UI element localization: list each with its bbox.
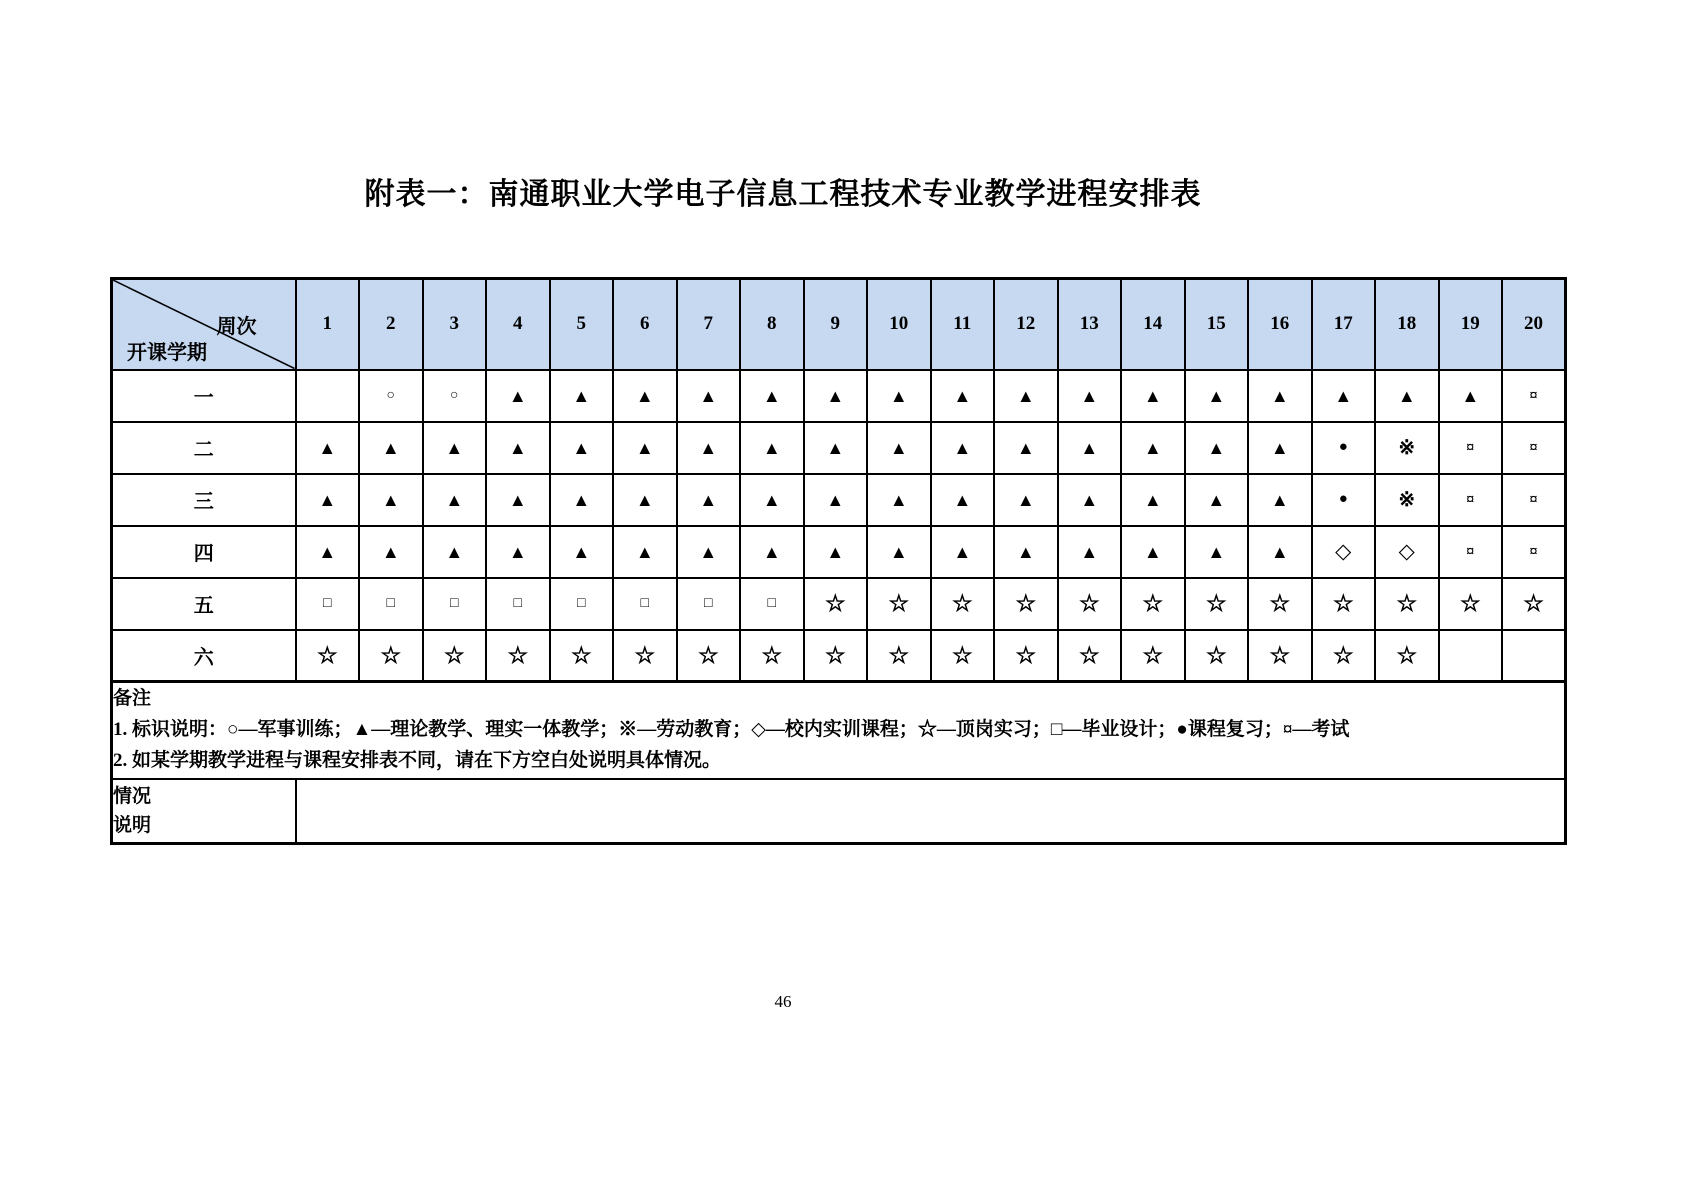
schedule-symbol-cell: ▲	[296, 422, 360, 474]
schedule-symbol-cell: ☆	[677, 630, 741, 682]
schedule-symbol-cell: ☆	[486, 630, 550, 682]
situation-label-line2: 说明	[113, 814, 152, 836]
schedule-symbol-cell: ▲	[296, 526, 360, 578]
schedule-empty-cell	[1439, 630, 1503, 682]
situation-label-line1: 情况	[113, 785, 152, 807]
week-col-header-20: 20	[1502, 279, 1566, 370]
schedule-symbol-cell: ▲	[677, 474, 741, 526]
week-col-header-14: 14	[1121, 279, 1185, 370]
schedule-symbol-cell: ▲	[1121, 526, 1185, 578]
schedule-symbol-cell: ▲	[550, 370, 614, 422]
schedule-symbol-cell: ▲	[359, 422, 423, 474]
schedule-symbol-cell: ●	[1312, 474, 1376, 526]
schedule-symbol-cell: ○	[423, 370, 487, 422]
notes-row	[112, 682, 1566, 779]
schedule-symbol-cell: ▲	[994, 526, 1058, 578]
schedule-symbol-cell: ▲	[804, 422, 868, 474]
schedule-symbol-cell: ¤	[1502, 474, 1566, 526]
schedule-empty-cell	[1502, 630, 1566, 682]
week-col-header-12: 12	[994, 279, 1058, 370]
schedule-symbol-cell: ☆	[1248, 578, 1312, 630]
week-col-header-7: 7	[677, 279, 741, 370]
schedule-symbol-cell: ▲	[550, 422, 614, 474]
week-col-header-5: 5	[550, 279, 614, 370]
schedule-symbol-cell: □	[740, 578, 804, 630]
schedule-symbol-cell: ▲	[1185, 370, 1249, 422]
schedule-symbol-cell: □	[677, 578, 741, 630]
teaching-schedule-table	[110, 277, 1567, 845]
schedule-symbol-cell: □	[486, 578, 550, 630]
schedule-symbol-cell: ▲	[931, 474, 995, 526]
schedule-symbol-cell: ☆	[1185, 630, 1249, 682]
week-col-header-10: 10	[867, 279, 931, 370]
schedule-symbol-cell: ▲	[1121, 422, 1185, 474]
schedule-symbol-cell: ▲	[423, 422, 487, 474]
schedule-symbol-cell: ☆	[1121, 578, 1185, 630]
schedule-symbol-cell: ▲	[867, 370, 931, 422]
schedule-symbol-cell: ▲	[359, 474, 423, 526]
semester-label: 三	[112, 474, 296, 526]
page-title: 附表一：南通职业大学电子信息工程技术专业教学进程安排表	[364, 178, 1202, 211]
schedule-symbol-cell: ▲	[1185, 422, 1249, 474]
schedule-symbol-cell: ▲	[994, 474, 1058, 526]
schedule-symbol-cell: ☆	[296, 630, 360, 682]
schedule-symbol-cell: ☆	[1375, 630, 1439, 682]
schedule-symbol-cell: ▲	[1248, 474, 1312, 526]
semester-row-5	[112, 578, 1566, 630]
week-col-header-18: 18	[1375, 279, 1439, 370]
schedule-symbol-cell: ▲	[867, 526, 931, 578]
semester-row-2	[112, 422, 1566, 474]
schedule-symbol-cell: □	[296, 578, 360, 630]
schedule-symbol-cell: ▲	[550, 526, 614, 578]
schedule-symbol-cell: ¤	[1439, 474, 1503, 526]
schedule-symbol-cell: ▲	[423, 474, 487, 526]
situation-label-cell	[112, 779, 296, 844]
schedule-symbol-cell: ☆	[1312, 578, 1376, 630]
schedule-symbol-cell: ▲	[1121, 474, 1185, 526]
schedule-symbol-cell: ▲	[486, 526, 550, 578]
schedule-symbol-cell: ¤	[1439, 526, 1503, 578]
schedule-symbol-cell: ▲	[613, 474, 677, 526]
schedule-symbol-cell: ☆	[423, 630, 487, 682]
schedule-symbol-cell: ☆	[740, 630, 804, 682]
semester-row-3	[112, 474, 1566, 526]
schedule-symbol-cell: ○	[359, 370, 423, 422]
schedule-symbol-cell: ☆	[550, 630, 614, 682]
schedule-symbol-cell: ▲	[1375, 370, 1439, 422]
semester-row-1	[112, 370, 1566, 422]
corner-week-label: 周次	[216, 316, 257, 338]
schedule-symbol-cell: ☆	[1439, 578, 1503, 630]
schedule-symbol-cell: ☆	[994, 578, 1058, 630]
schedule-symbol-cell: ▲	[1058, 370, 1122, 422]
semester-row-4	[112, 526, 1566, 578]
schedule-symbol-cell: ☆	[1058, 630, 1122, 682]
schedule-symbol-cell: □	[359, 578, 423, 630]
schedule-symbol-cell: ¤	[1502, 370, 1566, 422]
schedule-symbol-cell: ▲	[931, 422, 995, 474]
schedule-symbol-cell: ▲	[804, 370, 868, 422]
semester-label: 六	[112, 630, 296, 682]
schedule-empty-cell	[296, 370, 360, 422]
schedule-symbol-cell: ▲	[613, 370, 677, 422]
schedule-symbol-cell: ▲	[296, 474, 360, 526]
schedule-symbol-cell: ▲	[804, 526, 868, 578]
semester-label: 二	[112, 422, 296, 474]
schedule-symbol-cell: ▲	[804, 474, 868, 526]
schedule-symbol-cell: ▲	[486, 370, 550, 422]
schedule-symbol-cell: ▲	[1248, 422, 1312, 474]
week-col-header-8: 8	[740, 279, 804, 370]
schedule-symbol-cell: ☆	[1058, 578, 1122, 630]
schedule-symbol-cell: ▲	[359, 526, 423, 578]
schedule-symbol-cell: ☆	[804, 578, 868, 630]
schedule-symbol-cell: ▲	[1058, 422, 1122, 474]
schedule-symbol-cell: ☆	[1248, 630, 1312, 682]
page-number: 46	[774, 992, 792, 1011]
schedule-symbol-cell: ▲	[1185, 474, 1249, 526]
schedule-symbol-cell: ▲	[740, 526, 804, 578]
schedule-symbol-cell: ▲	[994, 422, 1058, 474]
schedule-symbol-cell: ◇	[1312, 526, 1376, 578]
schedule-symbol-cell: ¤	[1439, 422, 1503, 474]
week-col-header-19: 19	[1439, 279, 1503, 370]
schedule-symbol-cell: ☆	[867, 578, 931, 630]
schedule-symbol-cell: ▲	[423, 526, 487, 578]
schedule-symbol-cell: ▲	[613, 526, 677, 578]
schedule-symbol-cell: □	[613, 578, 677, 630]
schedule-symbol-cell: ▲	[1439, 370, 1503, 422]
corner-semester-label: 开课学期	[127, 341, 207, 364]
schedule-symbol-cell: ▲	[1058, 474, 1122, 526]
schedule-symbol-cell: ☆	[1375, 578, 1439, 630]
schedule-symbol-cell: ▲	[486, 474, 550, 526]
schedule-symbol-cell: ▲	[867, 422, 931, 474]
schedule-symbol-cell: ▲	[677, 526, 741, 578]
schedule-symbol-cell: ▲	[867, 474, 931, 526]
schedule-symbol-cell: ▲	[677, 422, 741, 474]
week-col-header-2: 2	[359, 279, 423, 370]
schedule-symbol-cell: ☆	[359, 630, 423, 682]
schedule-symbol-cell: ※	[1375, 474, 1439, 526]
schedule-symbol-cell: ▲	[740, 422, 804, 474]
notes-heading: 备注	[113, 688, 152, 709]
schedule-symbol-cell: ●	[1312, 422, 1376, 474]
schedule-symbol-cell: ☆	[1121, 630, 1185, 682]
notes-line-2: 2. 如某学期教学进程与课程安排表不同，请在下方空白处说明具体情况。	[113, 750, 722, 771]
schedule-symbol-cell: ▲	[1058, 526, 1122, 578]
corner-cell	[112, 279, 296, 370]
schedule-symbol-cell: ¤	[1502, 526, 1566, 578]
schedule-symbol-cell: ▲	[486, 422, 550, 474]
schedule-symbol-cell: ☆	[931, 630, 995, 682]
schedule-symbol-cell: ☆	[1312, 630, 1376, 682]
notes-cell	[112, 682, 1566, 779]
schedule-symbol-cell: ◇	[1375, 526, 1439, 578]
schedule-symbol-cell: ▲	[1185, 526, 1249, 578]
schedule-symbol-cell: ▲	[1248, 370, 1312, 422]
schedule-symbol-cell: ▲	[677, 370, 741, 422]
week-col-header-6: 6	[613, 279, 677, 370]
week-col-header-3: 3	[423, 279, 487, 370]
notes-line-1: 1. 标识说明：○—军事训练；▲—理论教学、理实一体教学；※—劳动教育；◇—校内实训课程；☆—顶岗实习；□—毕业设计；●课程复习；¤—考试	[113, 719, 1350, 740]
schedule-symbol-cell: □	[423, 578, 487, 630]
schedule-symbol-cell: ▲	[931, 526, 995, 578]
schedule-symbol-cell: ▲	[740, 370, 804, 422]
week-col-header-17: 17	[1312, 279, 1376, 370]
situation-blank-cell	[296, 779, 1566, 844]
schedule-symbol-cell: ▲	[931, 370, 995, 422]
schedule-symbol-cell: ▲	[550, 474, 614, 526]
week-col-header-9: 9	[804, 279, 868, 370]
week-col-header-11: 11	[931, 279, 995, 370]
schedule-symbol-cell: ▲	[613, 422, 677, 474]
schedule-symbol-cell: ※	[1375, 422, 1439, 474]
schedule-symbol-cell: ☆	[613, 630, 677, 682]
schedule-symbol-cell: ▲	[1312, 370, 1376, 422]
schedule-symbol-cell: ▲	[1121, 370, 1185, 422]
week-col-header-4: 4	[486, 279, 550, 370]
semester-row-6	[112, 630, 1566, 682]
schedule-symbol-cell: ▲	[740, 474, 804, 526]
semester-label: 一	[112, 370, 296, 422]
schedule-symbol-cell: ☆	[994, 630, 1058, 682]
semester-label: 五	[112, 578, 296, 630]
schedule-symbol-cell: ☆	[1502, 578, 1566, 630]
header-row	[112, 279, 1566, 370]
schedule-symbol-cell: ▲	[994, 370, 1058, 422]
schedule-symbol-cell: ¤	[1502, 422, 1566, 474]
week-col-header-13: 13	[1058, 279, 1122, 370]
schedule-symbol-cell: ☆	[804, 630, 868, 682]
schedule-symbol-cell: ☆	[867, 630, 931, 682]
semester-label: 四	[112, 526, 296, 578]
schedule-symbol-cell: ▲	[1248, 526, 1312, 578]
week-col-header-15: 15	[1185, 279, 1249, 370]
schedule-symbol-cell: □	[550, 578, 614, 630]
week-col-header-16: 16	[1248, 279, 1312, 370]
situation-row	[112, 779, 1566, 844]
schedule-symbol-cell: ☆	[931, 578, 995, 630]
week-col-header-1: 1	[296, 279, 360, 370]
schedule-symbol-cell: ☆	[1185, 578, 1249, 630]
